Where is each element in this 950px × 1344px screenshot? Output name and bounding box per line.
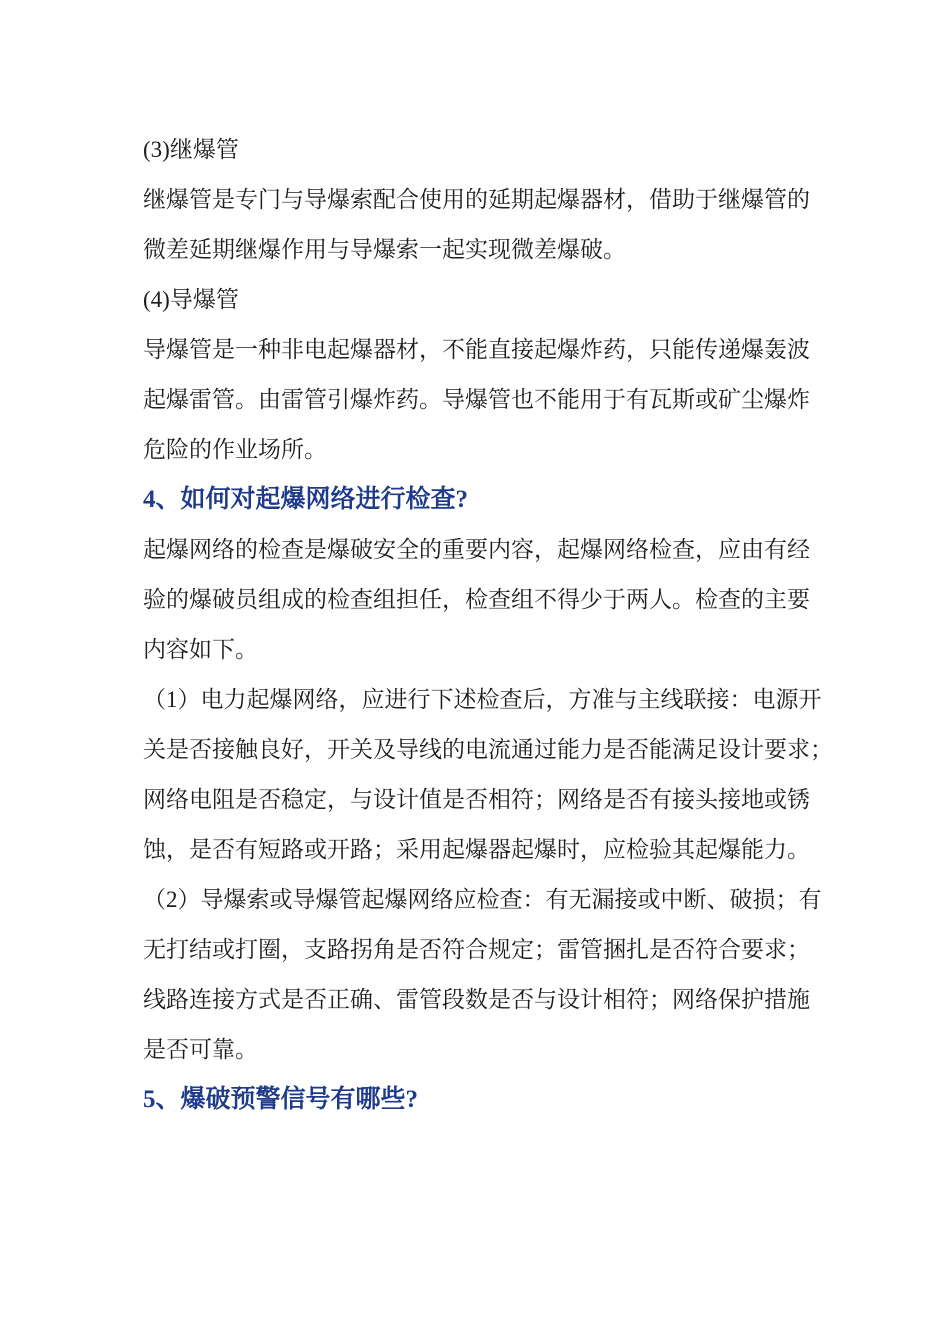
body-text-line: (4)导爆管 xyxy=(143,287,239,312)
body-text-line: 关是否接触良好，开关及导线的电流通过能力是否能满足设计要求； xyxy=(143,737,833,762)
body-text-line: 危险的作业场所。 xyxy=(143,437,327,462)
body-text-line: 无打结或打圈，支路拐角是否符合规定；雷管捆扎是否符合要求； xyxy=(143,937,810,962)
body-text-line: 验的爆破员组成的检查组担任，检查组不得少于两人。检查的主要 xyxy=(143,587,810,612)
body-text-line: （1）电力起爆网络，应进行下述检查后，方准与主线联接：电源开 xyxy=(143,687,822,712)
body-text-line: 起爆雷管。由雷管引爆炸药。导爆管也不能用于有瓦斯或矿尘爆炸 xyxy=(143,387,810,412)
body-text-line: 蚀，是否有短路或开路；采用起爆器起爆时，应检验其起爆能力。 xyxy=(143,837,810,862)
body-text-line: 微差延期继爆作用与导爆索一起实现微差爆破。 xyxy=(143,237,626,262)
body-text-line: 是否可靠。 xyxy=(143,1037,258,1062)
body-text-line: （2）导爆索或导爆管起爆网络应检查：有无漏接或中断、破损；有 xyxy=(143,887,822,912)
document-content xyxy=(143,125,843,1125)
body-text-line: 导爆管是一种非电起爆器材，不能直接起爆炸药，只能传递爆轰波 xyxy=(143,337,810,362)
body-text-line: 起爆网络的检查是爆破安全的重要内容，起爆网络检查，应由有经 xyxy=(143,537,810,562)
body-text-line: 线路连接方式是否正确、雷管段数是否与设计相符；网络保护措施 xyxy=(143,987,810,1012)
section-heading: 5、爆破预警信号有哪些? xyxy=(143,1086,419,1113)
body-text-line: 继爆管是专门与导爆索配合使用的延期起爆器材，借助于继爆管的 xyxy=(143,187,810,212)
body-text-line: 内容如下。 xyxy=(143,637,258,662)
body-text-line: (3)继爆管 xyxy=(143,137,239,162)
section-heading: 4、如何对起爆网络进行检查? xyxy=(143,486,469,513)
body-text-line: 网络电阻是否稳定，与设计值是否相符；网络是否有接头接地或锈 xyxy=(143,787,810,812)
